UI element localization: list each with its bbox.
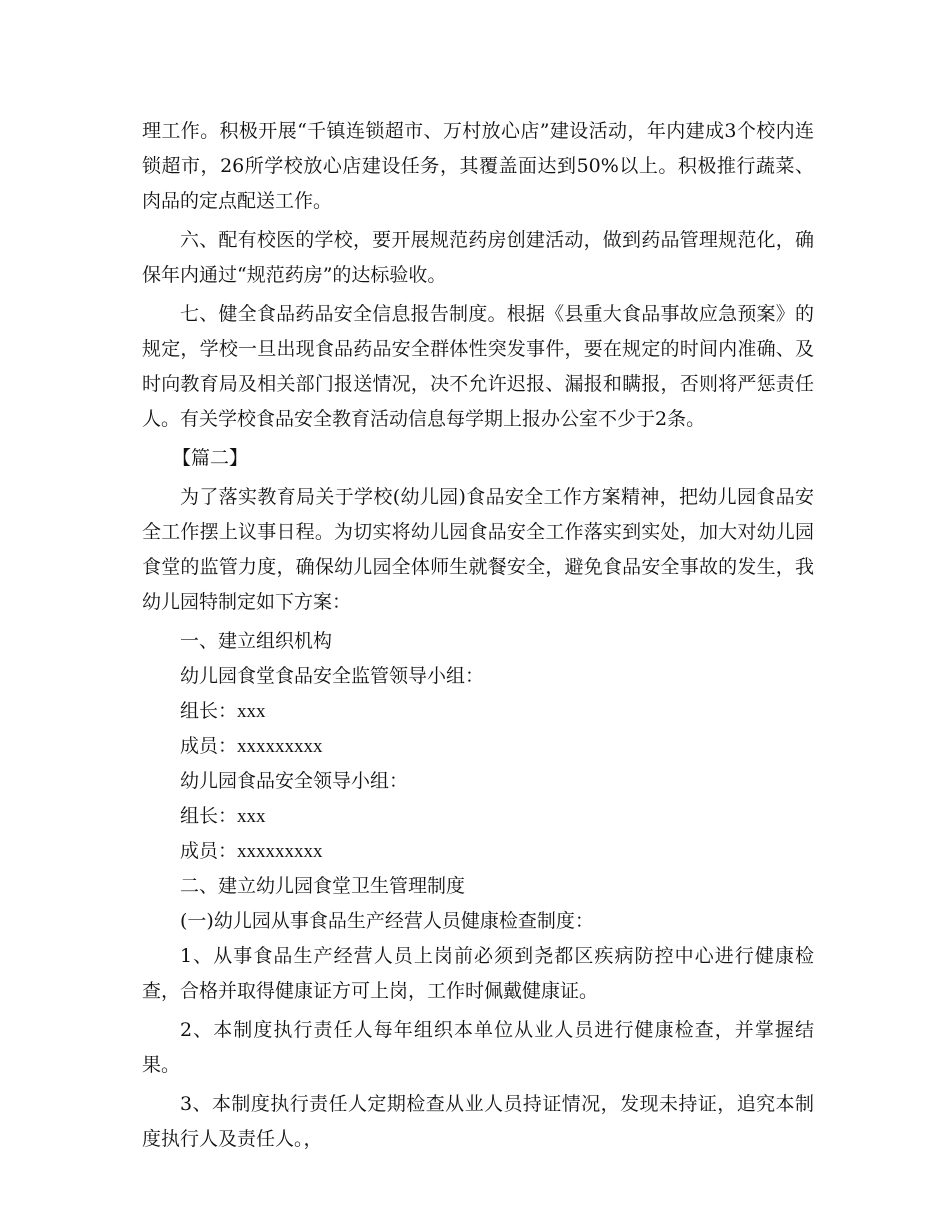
section-heading-part-two: 【篇二】 — [172, 447, 249, 469]
food-safety-group-leader: 组长：xxx — [180, 806, 266, 827]
rule-item-one: 1、从事食品生产经营人员上岗前必须到尧都区疾病防控中心进行健康检查，合格并取得健康证方可上岗，工作时佩戴健康证。 — [142, 945, 814, 1002]
rule-item-two: 2、本制度执行责任人每年组织本单位从业人员进行健康检查，并掌握结果。 — [142, 1019, 814, 1076]
food-safety-group-title: 幼儿园食品安全领导小组： — [180, 770, 409, 792]
paragraph-intro-plan: 为了落实教育局关于学校(幼儿园)食品安全工作方案精神，把幼儿园食品安全工作摆上议事日程。为切实将幼儿园食品安全工作落实到实处，加大对幼儿园食堂的监管力度，确保幼儿园全体师生就餐安全，避免食品安全事故的发生，我幼儿园特制定如下方案： — [142, 486, 814, 613]
subheading-health-check-system: (一)幼儿园从事食品生产经营人员健康检查制度： — [180, 910, 594, 932]
paragraph-supermarket-construction: 理工作。积极开展“千镇连锁超市、万村放心店”建设活动，年内建成3个校内连锁超市，26所学校放心店建设任务，其覆盖面达到50%以上。积极推行蔬菜、肉品的定点配送工作。 — [142, 120, 814, 212]
paragraph-item-six: 六、配有校医的学校，要开展规范药房创建活动，做到药品管理规范化，确保年内通过“规范药房”的达标验收。 — [142, 229, 814, 286]
heading-hygiene-system: 二、建立幼儿园食堂卫生管理制度 — [180, 875, 466, 897]
document-body — [142, 114, 814, 1157]
canteen-group-leader: 组长：xxx — [180, 701, 266, 722]
food-safety-group-members: 成员：xxxxxxxxx — [180, 841, 323, 862]
rule-item-three: 3、本制度执行责任人定期检查从业人员持证情况，发现未持证，追究本制度执行人及责任人。， — [142, 1093, 814, 1150]
canteen-group-members: 成员：xxxxxxxxx — [180, 736, 323, 757]
canteen-supervision-group-title: 幼儿园食堂食品安全监管领导小组： — [180, 665, 485, 687]
heading-organization: 一、建立组织机构 — [180, 630, 333, 652]
paragraph-item-seven: 七、健全食品药品安全信息报告制度。根据《县重大食品事故应急预案》的规定，学校一旦出现食品药品安全群体性突发事件，要在规定的时间内准确、及时向教育局及相关部门报送情况，决不允许迟报、漏报和瞒报，否则将严惩责任人。有关学校食品安全教育活动信息每学期上报办公室不少于2条。 — [142, 303, 814, 430]
